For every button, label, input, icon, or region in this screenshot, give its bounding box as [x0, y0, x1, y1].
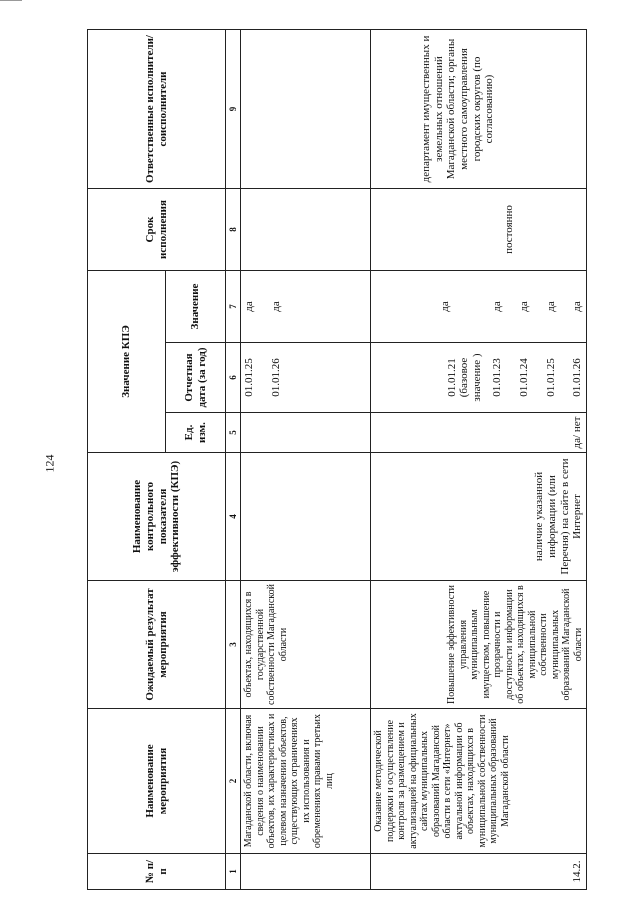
row1-date: 01.01.26	[269, 358, 282, 397]
row2-unit: да/ нет	[371, 413, 587, 453]
row1-kpi	[241, 453, 371, 581]
header-row	[88, 30, 166, 890]
row1-name: Магаданской области, включая сведения о наименовании объектов, их характеристиках и целевом назначении объектов, существующих ограничениях их использования и обременениях правами третьих лиц	[241, 709, 371, 854]
col-number: 5	[226, 413, 241, 453]
kpi-table	[87, 29, 587, 890]
row1-dates	[241, 343, 371, 413]
row2-responsible: департамент имущественных и земельных отношений Магаданской области; органы местного самоуправления городских округов (по согласованию)	[371, 30, 587, 189]
row2-term: постоянно	[371, 189, 587, 271]
row1-num	[241, 854, 371, 890]
row1-value: да	[269, 301, 282, 312]
row1-result: объектах, находящихся в государственной собственности Магаданской области	[241, 581, 371, 709]
row2-dates	[371, 343, 587, 413]
col-number: 4	[226, 453, 241, 581]
row2-result: Повышение эффективности управления муниципальным имуществом, повышение прозрачности и доступности информации об объектах, находящихся в муниципальной собственности муниципальных образований Магаданской области	[371, 581, 587, 709]
header-kpi: Наименование контрольного показателя эффективности (КПЭ)	[88, 453, 226, 581]
col-number: 2	[226, 709, 241, 854]
row2-values	[371, 271, 587, 343]
rotated-table-wrapper	[87, 30, 587, 890]
row2-value: да	[544, 301, 557, 312]
row2-kpi: наличие указанной информации (или Перечня) на сайте в сети Интернет	[371, 453, 587, 581]
col-number: 1	[226, 854, 241, 890]
row2-value: да	[491, 301, 504, 312]
header-responsible: Ответственные исполнители/ соисполнители	[88, 30, 226, 189]
row1-term	[241, 189, 371, 271]
col-number: 9	[226, 30, 241, 189]
row2-base-date: 01.01.21 (базовое значение )	[445, 353, 483, 402]
row1-responsible	[241, 30, 371, 189]
row2-num: 14.2.	[371, 854, 587, 890]
header-value: Значение	[166, 271, 226, 343]
row2-value: да	[571, 301, 584, 312]
row2-date: 01.01.23	[491, 358, 504, 397]
row2-base-value: да	[438, 301, 451, 312]
header-num: № п/п	[88, 854, 226, 890]
row2-value: да	[518, 301, 531, 312]
header-kpi-group: Значение КПЭ	[88, 271, 166, 453]
row1-unit	[241, 413, 371, 453]
page-number: 124	[42, 454, 57, 473]
header-unit: Ед. изм.	[166, 413, 226, 453]
header-name: Наименование мероприятия	[88, 709, 226, 854]
column-number-row	[226, 30, 241, 890]
row1-date: 01.01.25	[243, 358, 255, 397]
row2-name: Оказание методической поддержки и осуществление контроля за размещением и актуализацией на официальных сайтах муниципальных образований Магаданской области в сети «Интернет» актуальной информации об объектах, находящихся в муниципальной собственности муниципальных образований Магаданской области	[371, 709, 587, 854]
col-number: 6	[226, 343, 241, 413]
row1-values	[241, 271, 371, 343]
header-date: Отчетная дата (за год)	[166, 343, 226, 413]
col-number: 3	[226, 581, 241, 709]
row2-date: 01.01.26	[571, 358, 584, 397]
corner-mark	[0, 0, 22, 5]
header-term: Срок исполнения	[88, 189, 226, 271]
row1-value: да	[243, 301, 255, 312]
row2-date: 01.01.25	[544, 358, 557, 397]
col-number: 7	[226, 271, 241, 343]
table-row	[241, 30, 371, 890]
header-result: Ожидаемый результат мероприятия	[88, 581, 226, 709]
col-number: 8	[226, 189, 241, 271]
table-row	[371, 30, 587, 890]
row2-date: 01.01.24	[518, 358, 531, 397]
